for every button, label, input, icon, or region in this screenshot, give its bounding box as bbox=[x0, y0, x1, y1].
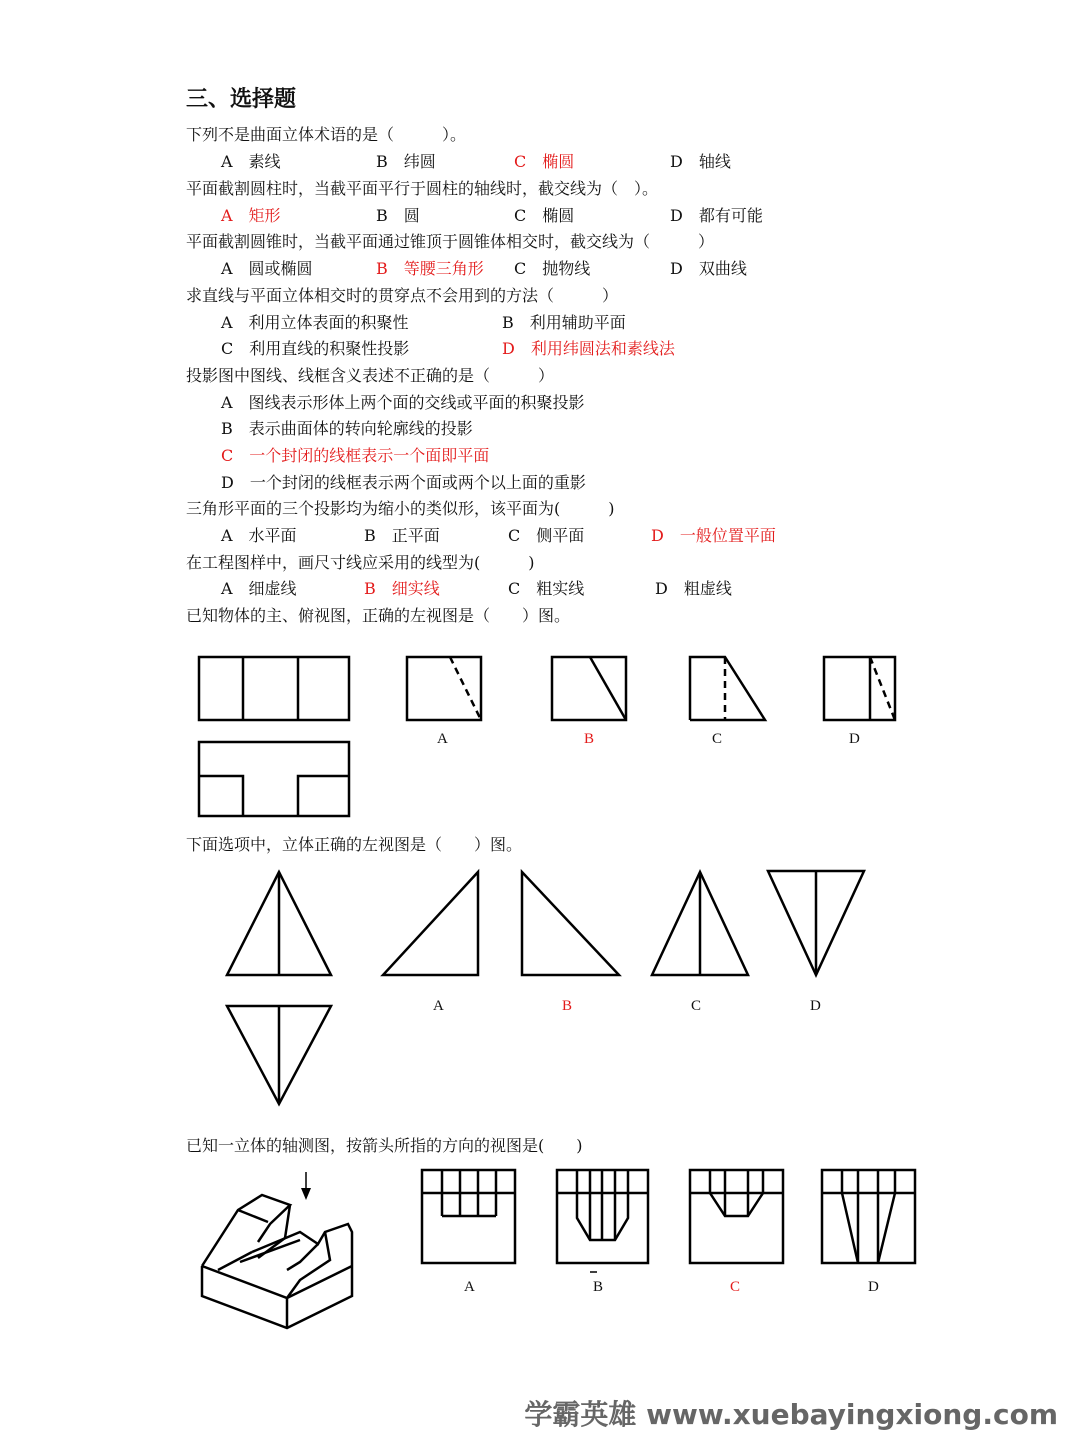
q10-option-c-figure[interactable] bbox=[690, 1170, 783, 1263]
q9-option-d-figure[interactable] bbox=[768, 871, 864, 975]
q3-option-c[interactable]: C 抛物线 bbox=[514, 259, 591, 278]
q8-label-b-answer: B bbox=[584, 731, 595, 747]
q10-option-b-figure[interactable] bbox=[557, 1170, 648, 1272]
question-2: 平面截割圆柱时，当截平面平行于圆柱的轴线时，截交线为（ ）。 bbox=[186, 179, 659, 198]
q7-option-c[interactable]: C 粗实线 bbox=[508, 579, 585, 598]
q8-option-c-figure[interactable] bbox=[690, 657, 765, 720]
q10-label-b: B bbox=[593, 1279, 604, 1295]
q6-option-a[interactable]: A 水平面 bbox=[221, 526, 297, 545]
question-10: 已知一立体的轴测图，按箭头所指的方向的视图是( ) bbox=[186, 1136, 583, 1155]
q8-label-c: C bbox=[712, 731, 723, 747]
q7-option-d[interactable]: D 粗虚线 bbox=[655, 579, 732, 598]
q9-front-view bbox=[227, 872, 331, 975]
q9-option-b-figure[interactable] bbox=[522, 872, 619, 975]
q1-option-d[interactable]: D 轴线 bbox=[670, 152, 731, 171]
q7-option-a[interactable]: A 细虚线 bbox=[221, 579, 297, 598]
q9-label-d: D bbox=[810, 998, 821, 1014]
question-9: 下面选项中，立体正确的左视图是（ ）图。 bbox=[186, 835, 523, 854]
q7-option-b-answer[interactable]: B 细实线 bbox=[364, 579, 440, 598]
q8-label-a: A bbox=[437, 731, 448, 747]
q9-label-c: C bbox=[691, 998, 702, 1014]
q2-option-b[interactable]: B 圆 bbox=[376, 206, 420, 225]
q5-option-c-answer[interactable]: C 一个封闭的线框表示一个面即平面 bbox=[221, 446, 490, 465]
question-5: 投影图中图线、线框含义表述不正确的是（ ） bbox=[186, 366, 555, 385]
q9-top-view bbox=[227, 1006, 331, 1104]
q2-option-d[interactable]: D 都有可能 bbox=[670, 206, 763, 225]
q9-label-b-answer: B bbox=[562, 998, 573, 1014]
question-8: 已知物体的主、俯视图，正确的左视图是（ ）图。 bbox=[186, 606, 571, 625]
watermark: 学霸英雄 www.xuebayingxiong.com bbox=[524, 1398, 1058, 1431]
q4-option-d-answer[interactable]: D 利用纬圆法和素线法 bbox=[502, 339, 675, 358]
q3-option-d[interactable]: D 双曲线 bbox=[670, 259, 747, 278]
q2-option-c[interactable]: C 椭圆 bbox=[514, 206, 575, 225]
q3-option-a[interactable]: A 圆或椭圆 bbox=[221, 259, 313, 278]
q4-option-b[interactable]: B 利用辅助平面 bbox=[502, 313, 626, 332]
q1-option-c-answer[interactable]: C 椭圆 bbox=[514, 152, 575, 171]
q10-label-d: D bbox=[868, 1279, 879, 1295]
question-1: 下列不是曲面立体术语的是（ ）。 bbox=[186, 125, 467, 144]
q3-option-b-answer[interactable]: B 等腰三角形 bbox=[376, 259, 484, 278]
question-3: 平面截割圆锥时，当截平面通过锥顶于圆锥体相交时，截交线为（ ） bbox=[186, 232, 715, 251]
q9-option-a-figure[interactable] bbox=[383, 872, 478, 975]
q5-option-b[interactable]: B 表示曲面体的转向轮廓线的投影 bbox=[221, 419, 473, 438]
q9-option-c-figure[interactable] bbox=[652, 872, 748, 975]
q8-option-b-figure[interactable] bbox=[552, 657, 626, 720]
q8-top-view bbox=[199, 742, 349, 816]
question-4: 求直线与平面立体相交时的贯穿点不会用到的方法（ ） bbox=[186, 286, 619, 305]
q4-option-c[interactable]: C 利用直线的积聚性投影 bbox=[221, 339, 410, 358]
q9-label-a: A bbox=[433, 998, 444, 1014]
section-title: 三、选择题 bbox=[186, 87, 297, 112]
q8-front-view bbox=[199, 657, 349, 720]
q2-option-a-answer[interactable]: A 矩形 bbox=[221, 206, 281, 225]
q10-option-a-figure[interactable] bbox=[422, 1170, 515, 1263]
q1-option-a[interactable]: A 素线 bbox=[221, 152, 281, 171]
q10-label-a: A bbox=[464, 1279, 475, 1295]
q10-option-d-figure[interactable] bbox=[822, 1170, 915, 1263]
q10-label-c-answer: C bbox=[730, 1279, 741, 1295]
q10-axonometric-view bbox=[202, 1172, 352, 1328]
q8-label-d: D bbox=[849, 731, 860, 747]
q8-option-d-figure[interactable] bbox=[824, 657, 895, 720]
q1-option-b[interactable]: B 纬圆 bbox=[376, 152, 436, 171]
question-6: 三角形平面的三个投影均为缩小的类似形，该平面为( ) bbox=[186, 499, 615, 518]
q6-option-b[interactable]: B 正平面 bbox=[364, 526, 440, 545]
q5-option-a[interactable]: A 图线表示形体上两个面的交线或平面的积聚投影 bbox=[221, 393, 585, 412]
q6-option-c[interactable]: C 侧平面 bbox=[508, 526, 585, 545]
q8-option-a-figure[interactable] bbox=[407, 657, 481, 720]
q6-option-d-answer[interactable]: D 一般位置平面 bbox=[651, 526, 776, 545]
q4-option-a[interactable]: A 利用立体表面的积聚性 bbox=[221, 313, 409, 332]
q5-option-d[interactable]: D 一个封闭的线框表示两个面或两个以上面的重影 bbox=[221, 473, 586, 492]
question-7: 在工程图样中，画尺寸线应采用的线型为( ) bbox=[186, 553, 535, 572]
